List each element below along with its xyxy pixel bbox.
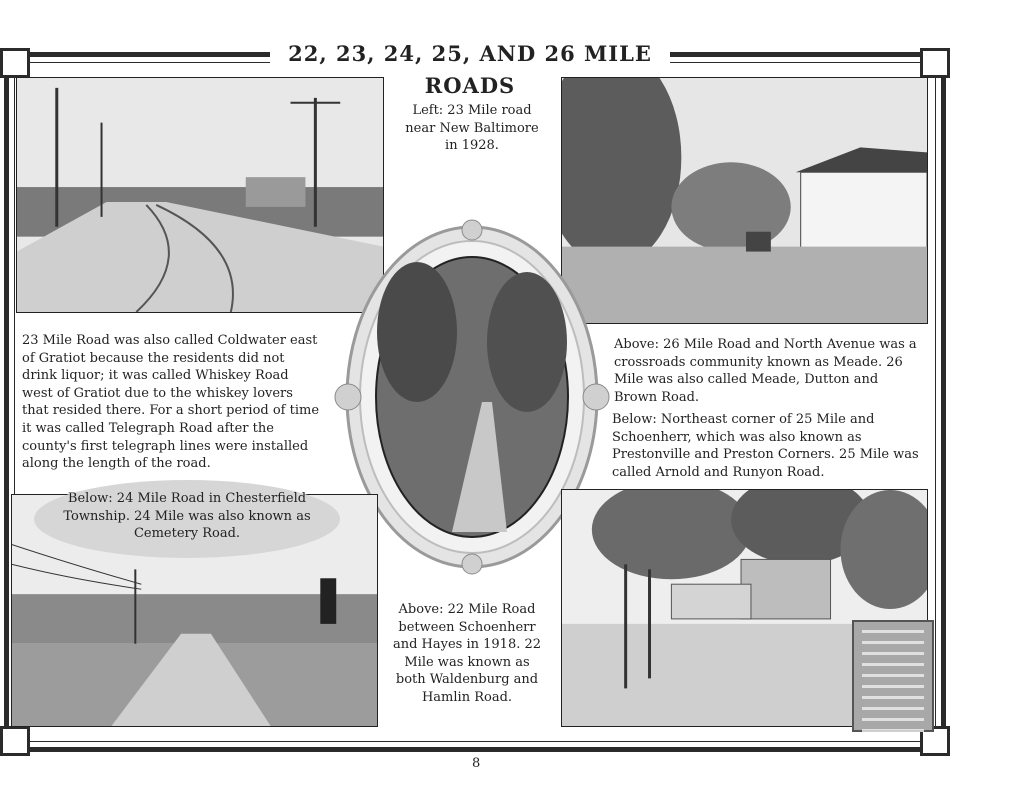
frame-corner-top-left <box>0 48 30 78</box>
caption-left-23-mile: Left: 23 Mile road near New Baltimore in 1928. <box>405 103 539 154</box>
page-number: 8 <box>472 756 481 771</box>
photo-23-mile-road <box>16 77 384 313</box>
photo-26-mile-road-meade <box>561 77 928 324</box>
caption-below-24-mile <box>34 480 340 558</box>
caption-above-22-mile: Above: 22 Mile Road between Schoenherr and Hayes in 1918. 22 Mile was known as both Waldenburg and Hamlin Road. <box>392 602 542 705</box>
title-bar <box>270 38 670 98</box>
caption-below-24-mile-text: Below: 24 Mile Road in Chesterfield Township. 24 Mile was also known as Cemetery Road. <box>63 491 311 542</box>
historical-marker-plaque <box>852 620 934 732</box>
caption-coldwater-whiskey-road: 23 Mile Road was also called Coldwater east of Gratiot because the residents did not drink liquor; it was called Whiskey Road west of Gratiot due to the whiskey lovers that resided there. For a short period of time it was called Telegraph Road after the county's first telegraph lines were installed along the length of the road. <box>22 333 320 472</box>
caption-above-26-mile: Above: 26 Mile Road and North Avenue was a crossroads community known as Meade. 26 Mile was also called Meade, Dutton and Brown Road. <box>614 337 917 405</box>
frame-corner-top-right <box>920 48 950 78</box>
page-title: 22, 23, 24, 25, AND 26 MILE ROADS <box>288 41 652 98</box>
caption-below-25-mile: Below: Northeast corner of 25 Mile and Schoenherr, which was also known as Prestonville and Preston Corners. 25 Mile was called Arnold and Runyon Road. <box>612 412 919 480</box>
frame-corner-bottom-left <box>0 726 30 756</box>
